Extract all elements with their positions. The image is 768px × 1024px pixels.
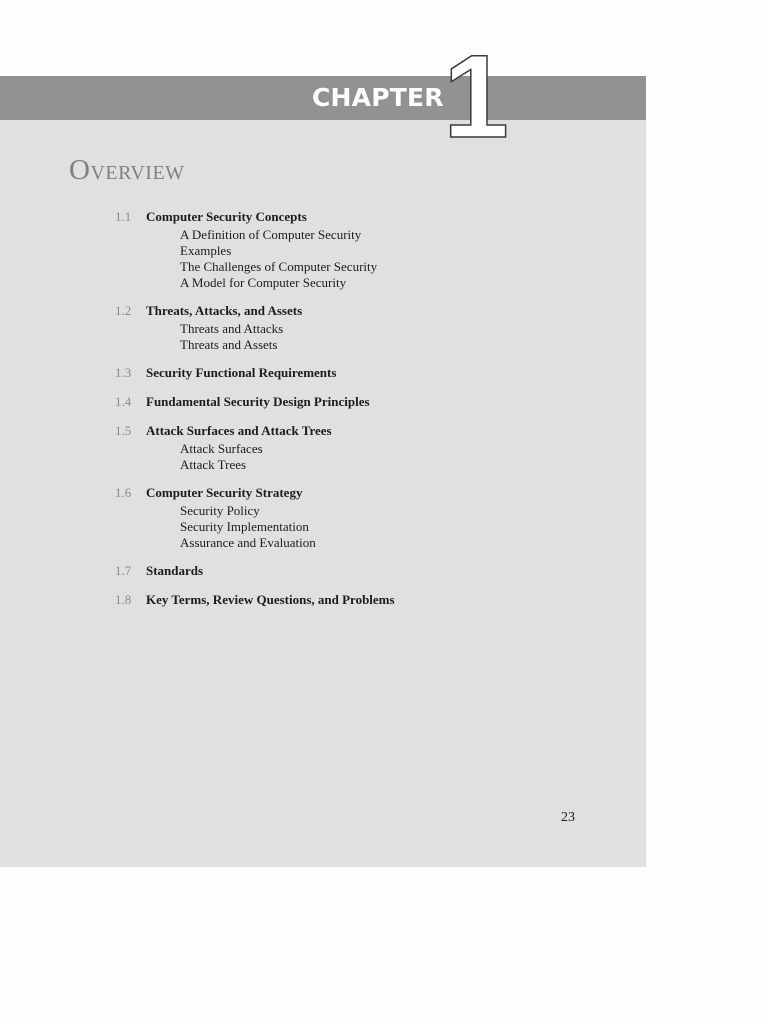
toc-section-number: 1.8 (115, 592, 132, 607)
toc-section-title: Attack Surfaces and Attack Trees (146, 423, 332, 438)
toc-subsection: Attack Trees (180, 457, 247, 472)
toc-section-heading (115, 562, 575, 580)
toc-section-heading (115, 302, 575, 320)
toc-section-number: 1.6 (115, 485, 132, 500)
toc-section-title: Threats, Attacks, and Assets (146, 303, 303, 318)
toc-section-heading (115, 364, 575, 382)
page-number: 23 (561, 810, 575, 825)
toc-subsection: A Definition of Computer Security (180, 227, 362, 242)
toc-subsection: Security Policy (180, 503, 260, 518)
toc-section (115, 591, 575, 609)
toc-section (115, 562, 575, 580)
toc-subsection: The Challenges of Computer Security (180, 259, 378, 274)
toc-section-number: 1.4 (115, 394, 132, 409)
toc-section-number: 1.1 (115, 209, 132, 224)
toc-section-title: Computer Security Concepts (146, 209, 307, 224)
toc-subsection: Security Implementation (180, 519, 309, 534)
toc-section-number: 1.7 (115, 563, 132, 578)
toc-subsection-list (115, 441, 575, 473)
toc-section (115, 422, 575, 473)
toc-section (115, 208, 575, 291)
toc-section-title: Security Functional Requirements (146, 365, 337, 380)
toc-section (115, 364, 575, 382)
table-of-contents (115, 208, 575, 620)
toc-subsection-list (115, 321, 575, 353)
toc-section-heading (115, 393, 575, 411)
toc-section (115, 393, 575, 411)
toc-section-heading (115, 484, 575, 502)
toc-subsection: Examples (180, 243, 232, 258)
chapter-number-glyph: 1 (443, 31, 509, 163)
toc-subsection: Threats and Assets (180, 337, 278, 352)
chapter-label: CHAPTER (312, 83, 444, 112)
toc-subsection-list (115, 503, 575, 551)
toc-section-title: Computer Security Strategy (146, 485, 303, 500)
toc-subsection-list (115, 227, 575, 291)
toc-subsection: Assurance and Evaluation (180, 535, 316, 550)
toc-section-heading (115, 591, 575, 609)
toc-subsection: Attack Surfaces (180, 441, 263, 456)
toc-subsection: A Model for Computer Security (180, 275, 347, 290)
toc-section-heading (115, 208, 575, 226)
toc-section-title: Fundamental Security Design Principles (146, 394, 370, 409)
chapter-number (443, 31, 509, 163)
toc-section-heading (115, 422, 575, 440)
toc-section-number: 1.3 (115, 365, 132, 380)
chapter-title: Overview (69, 154, 185, 186)
toc-section (115, 302, 575, 353)
toc-section (115, 484, 575, 551)
toc-section-title: Standards (146, 563, 204, 578)
toc-section-title: Key Terms, Review Questions, and Problems (146, 592, 395, 607)
toc-section-number: 1.5 (115, 423, 132, 438)
toc-section-number: 1.2 (115, 303, 132, 318)
toc-subsection: Threats and Attacks (180, 321, 284, 336)
